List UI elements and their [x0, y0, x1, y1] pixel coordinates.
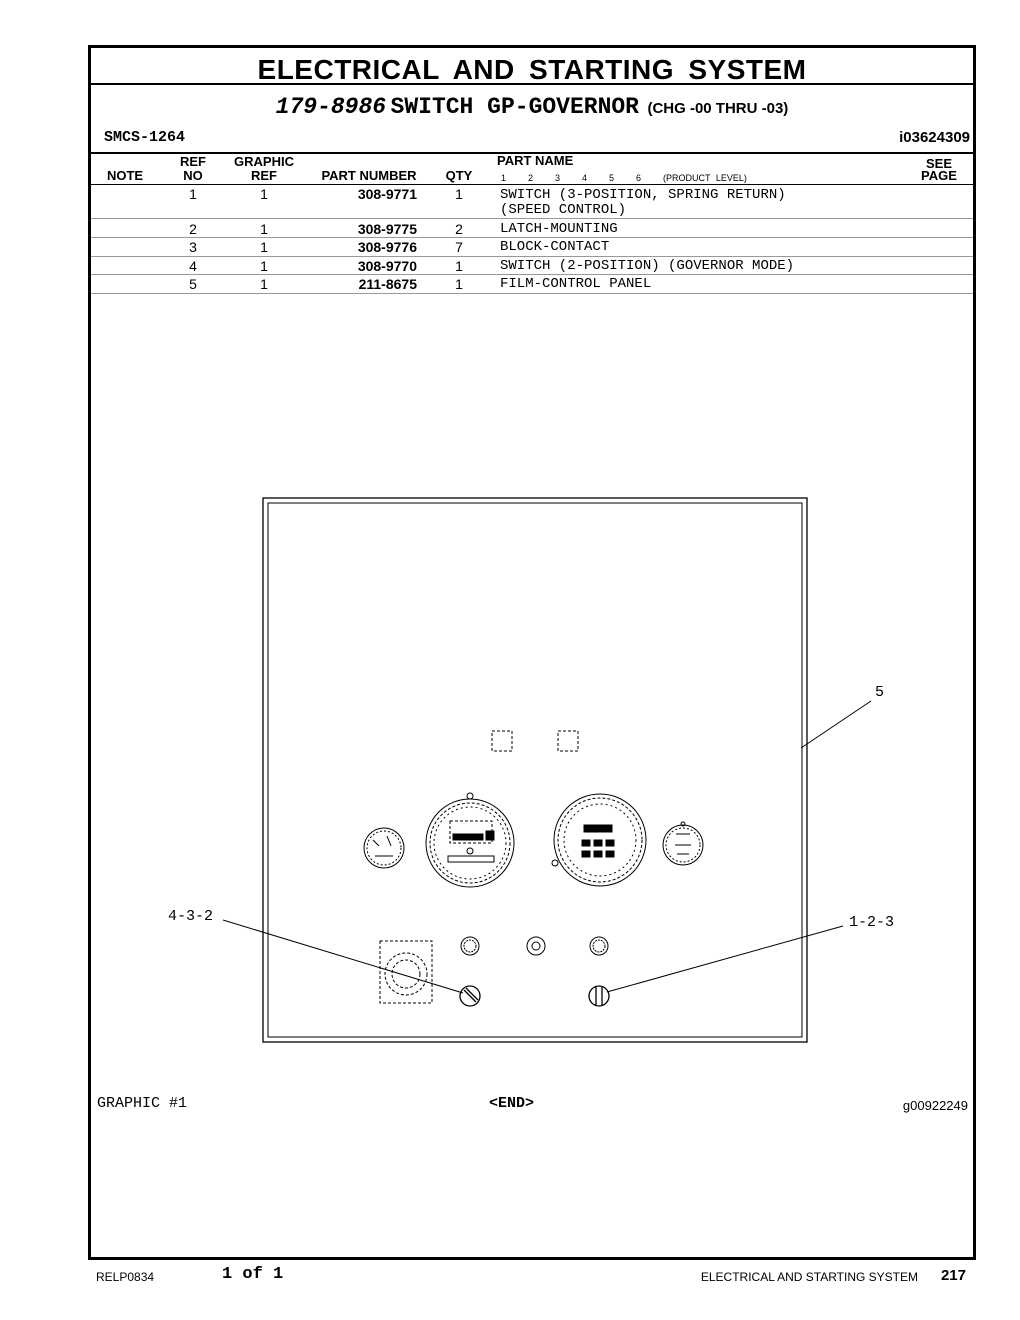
- graphic-label: GRAPHIC #1: [97, 1095, 188, 1112]
- col-product-levels: 1 2 3 4 5 6 (PRODUCT LEVEL): [501, 173, 747, 183]
- small-gauge-left: [364, 828, 404, 868]
- row-part-name: LATCH-MOUNTING: [500, 221, 618, 237]
- row-graphic-ref: 1: [260, 239, 268, 255]
- col-qty: QTY: [445, 168, 473, 183]
- callout-panel: 5: [875, 684, 885, 701]
- row-graphic-ref: 1: [260, 258, 268, 274]
- col-graphic-ref-bottom: REF: [251, 168, 277, 183]
- row-graphic-ref: 1: [260, 186, 268, 202]
- row-part-name: BLOCK-CONTACT: [500, 239, 610, 255]
- row-ref-no: 5: [189, 276, 197, 292]
- row-qty: 1: [455, 186, 463, 202]
- big-gauge-left: [426, 793, 514, 887]
- row-part-name: FILM-CONTROL PANEL: [500, 276, 652, 292]
- col-see-page-top: SEE: [925, 156, 952, 171]
- col-ref-no-bottom: NO: [183, 168, 203, 183]
- governor-mode-switch: [460, 986, 480, 1006]
- callout-speed-switch: 1-2-3: [849, 914, 895, 931]
- row-part-number: 308-9770: [357, 258, 417, 274]
- indicator-lamp: [461, 937, 608, 955]
- footer-section: ELECTRICAL AND STARTING SYSTEM: [700, 1270, 918, 1284]
- speed-control-switch: [589, 986, 609, 1006]
- graphic-id: g00922249: [902, 1098, 968, 1113]
- row-graphic-ref: 1: [260, 221, 268, 237]
- big-gauge-right: [552, 794, 646, 886]
- parts-illustration: [91, 48, 973, 1257]
- row-part-number: 308-9775: [357, 221, 417, 237]
- row-qty: 1: [455, 258, 463, 274]
- row-part-number: 211-8675: [358, 276, 417, 292]
- col-see-page-bottom: PAGE: [921, 168, 957, 183]
- document-id: i03624309: [899, 129, 970, 146]
- col-part-name: PART NAME: [497, 153, 574, 168]
- latch-symbol: [492, 731, 578, 751]
- col-note: NOTE: [106, 168, 144, 183]
- row-qty: 2: [455, 221, 463, 237]
- col-ref-no-top: REF: [180, 154, 206, 169]
- row-qty: 7: [455, 239, 463, 255]
- col-part-number: PART NUMBER: [321, 168, 417, 183]
- page-count: 1 of 1: [222, 1265, 284, 1284]
- row-qty: 1: [455, 276, 463, 292]
- assembly-part-name: SWITCH GP-GOVERNOR: [390, 94, 639, 120]
- row-graphic-ref: 1: [260, 276, 268, 292]
- col-graphic-ref-top: GRAPHIC: [234, 154, 294, 169]
- callout-governor-switch: 4-3-2: [168, 908, 214, 925]
- row-ref-no: 4: [189, 258, 197, 274]
- change-range: (CHG -00 THRU -03): [647, 100, 789, 117]
- page-frame: [88, 45, 976, 1260]
- small-gauge-right: [663, 822, 703, 865]
- rotary-switch-outline: [380, 941, 432, 1003]
- page-number: 217: [940, 1267, 966, 1284]
- row-part-name: SWITCH (3-POSITION, SPRING RETURN) (SPEED CONTROL): [500, 187, 786, 218]
- page-title: ELECTRICAL AND STARTING SYSTEM: [257, 54, 807, 85]
- row-part-name: SWITCH (2-POSITION) (GOVERNOR MODE): [500, 258, 795, 274]
- row-part-number: 308-9776: [357, 239, 417, 255]
- doc-code: RELP0834: [96, 1270, 155, 1284]
- callout-leaders: [223, 701, 871, 993]
- assembly-part-number: 179-8986: [275, 94, 387, 120]
- control-panel-film: [263, 498, 807, 1042]
- row-ref-no: 1: [189, 186, 197, 202]
- row-ref-no: 2: [189, 221, 197, 237]
- row-part-number: 308-9771: [357, 186, 417, 202]
- row-ref-no: 3: [189, 239, 197, 255]
- smcs-code: SMCS-1264: [104, 129, 186, 146]
- end-marker: <END>: [489, 1095, 535, 1112]
